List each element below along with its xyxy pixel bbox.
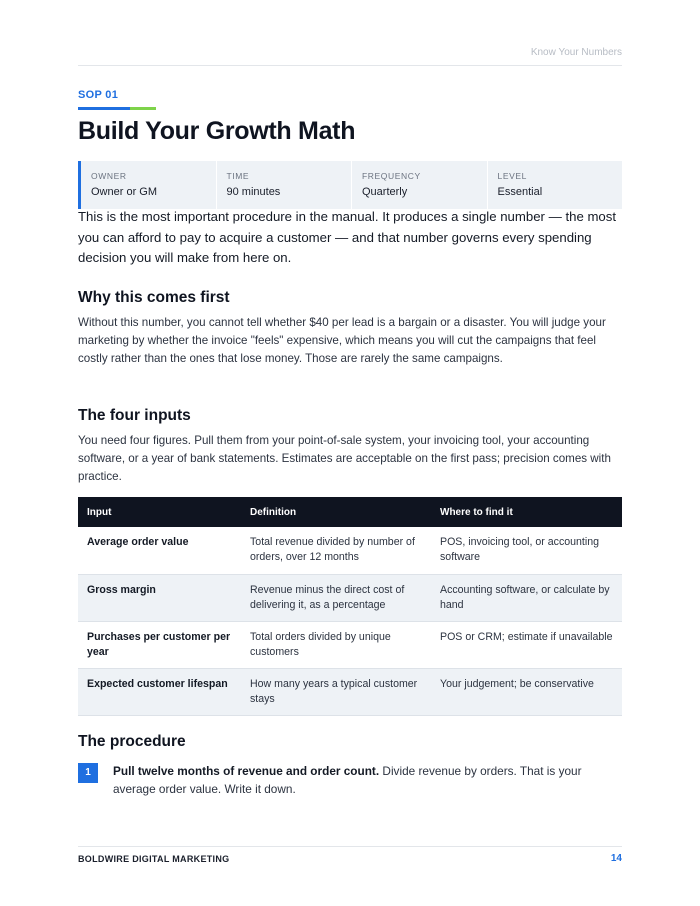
meta-value: Owner or GM (91, 186, 158, 198)
table-cell-definition: Revenue minus the direct cost of delivering it, as a percentage (241, 574, 431, 621)
table-cell-input: Gross margin (78, 574, 241, 621)
accent-bar (78, 107, 156, 110)
page-number: 14 (610, 853, 622, 864)
column-header: Definition (241, 497, 431, 527)
section-body-inputs: You need four figures. Pull them from your point-of-sale system, your invoicing tool, your accounting software, or a year of bank statements. Estimates are acceptable on the first pass; precision comes with practice. (78, 434, 611, 484)
table-cell-input: Average order value (78, 527, 241, 574)
header-divider (78, 65, 622, 66)
sop-label: SOP 01 (78, 89, 119, 101)
step-number-badge: 1 (78, 763, 98, 783)
table-cell-source: POS or CRM; estimate if unavailable (431, 621, 622, 668)
footer-brand: BOLDWIRE DIGITAL MARKETING (78, 854, 230, 864)
table-header-row (78, 497, 622, 527)
table-cell-source: POS, invoicing tool, or accounting software (431, 527, 622, 574)
table-row (78, 527, 622, 574)
meta-value: Quarterly (362, 186, 408, 198)
page-title: Build Your Growth Math (78, 117, 356, 145)
table-cell-input: Purchases per customer per year (78, 621, 241, 668)
column-header: Input (78, 497, 241, 527)
table-cell-input: Expected customer lifespan (78, 668, 241, 715)
column-header: Where to find it (431, 497, 622, 527)
table-cell-definition: How many years a typical customer stays (241, 668, 431, 715)
table-cell-definition: Total orders divided by unique customers (241, 621, 431, 668)
meta-time (217, 161, 353, 209)
table-row (78, 668, 622, 715)
meta-strip (78, 161, 622, 209)
footer-divider (78, 846, 622, 847)
meta-label: LEVEL (497, 171, 527, 181)
meta-value: Essential (497, 186, 543, 198)
table-cell-definition: Total revenue divided by number of orders, over 12 months (241, 527, 431, 574)
table-row (78, 621, 622, 668)
meta-frequency (352, 161, 488, 209)
meta-label: FREQUENCY (362, 171, 421, 181)
table-row (78, 574, 622, 621)
table-cell-source: Accounting software, or calculate by hand (431, 574, 622, 621)
step-body: Divide revenue by orders. That is your average order value. Write it down. (113, 764, 582, 797)
meta-label: OWNER (91, 171, 127, 181)
table-cell-source: Your judgement; be conservative (431, 668, 622, 715)
step-text (113, 762, 623, 799)
section-heading-procedure: The procedure (78, 733, 186, 750)
meta-owner (81, 161, 217, 209)
inputs-table (78, 497, 622, 716)
meta-level (488, 161, 623, 209)
section-heading-why: Why this comes first (78, 289, 230, 306)
running-header: Know Your Numbers (530, 47, 622, 58)
meta-value: 90 minutes (226, 186, 281, 198)
meta-label: TIME (226, 171, 250, 181)
lead-paragraph: This is the most important procedure in the manual. It produces a single number — the most you can afford to pay to acquire a customer — and that number governs every spending decision you will make from here on. (78, 209, 617, 265)
step-lead: Pull twelve months of revenue and order count. (113, 764, 380, 778)
section-heading-inputs: The four inputs (78, 407, 191, 424)
section-body-why: Without this number, you cannot tell whether $40 per lead is a bargain or a disaster. You will judge your marketing by whether the invoice "feels" expensive, which means you will cut the campaigns that feel costly rather than the ones that lose money. Those are rarely the same campaigns. (78, 316, 606, 366)
